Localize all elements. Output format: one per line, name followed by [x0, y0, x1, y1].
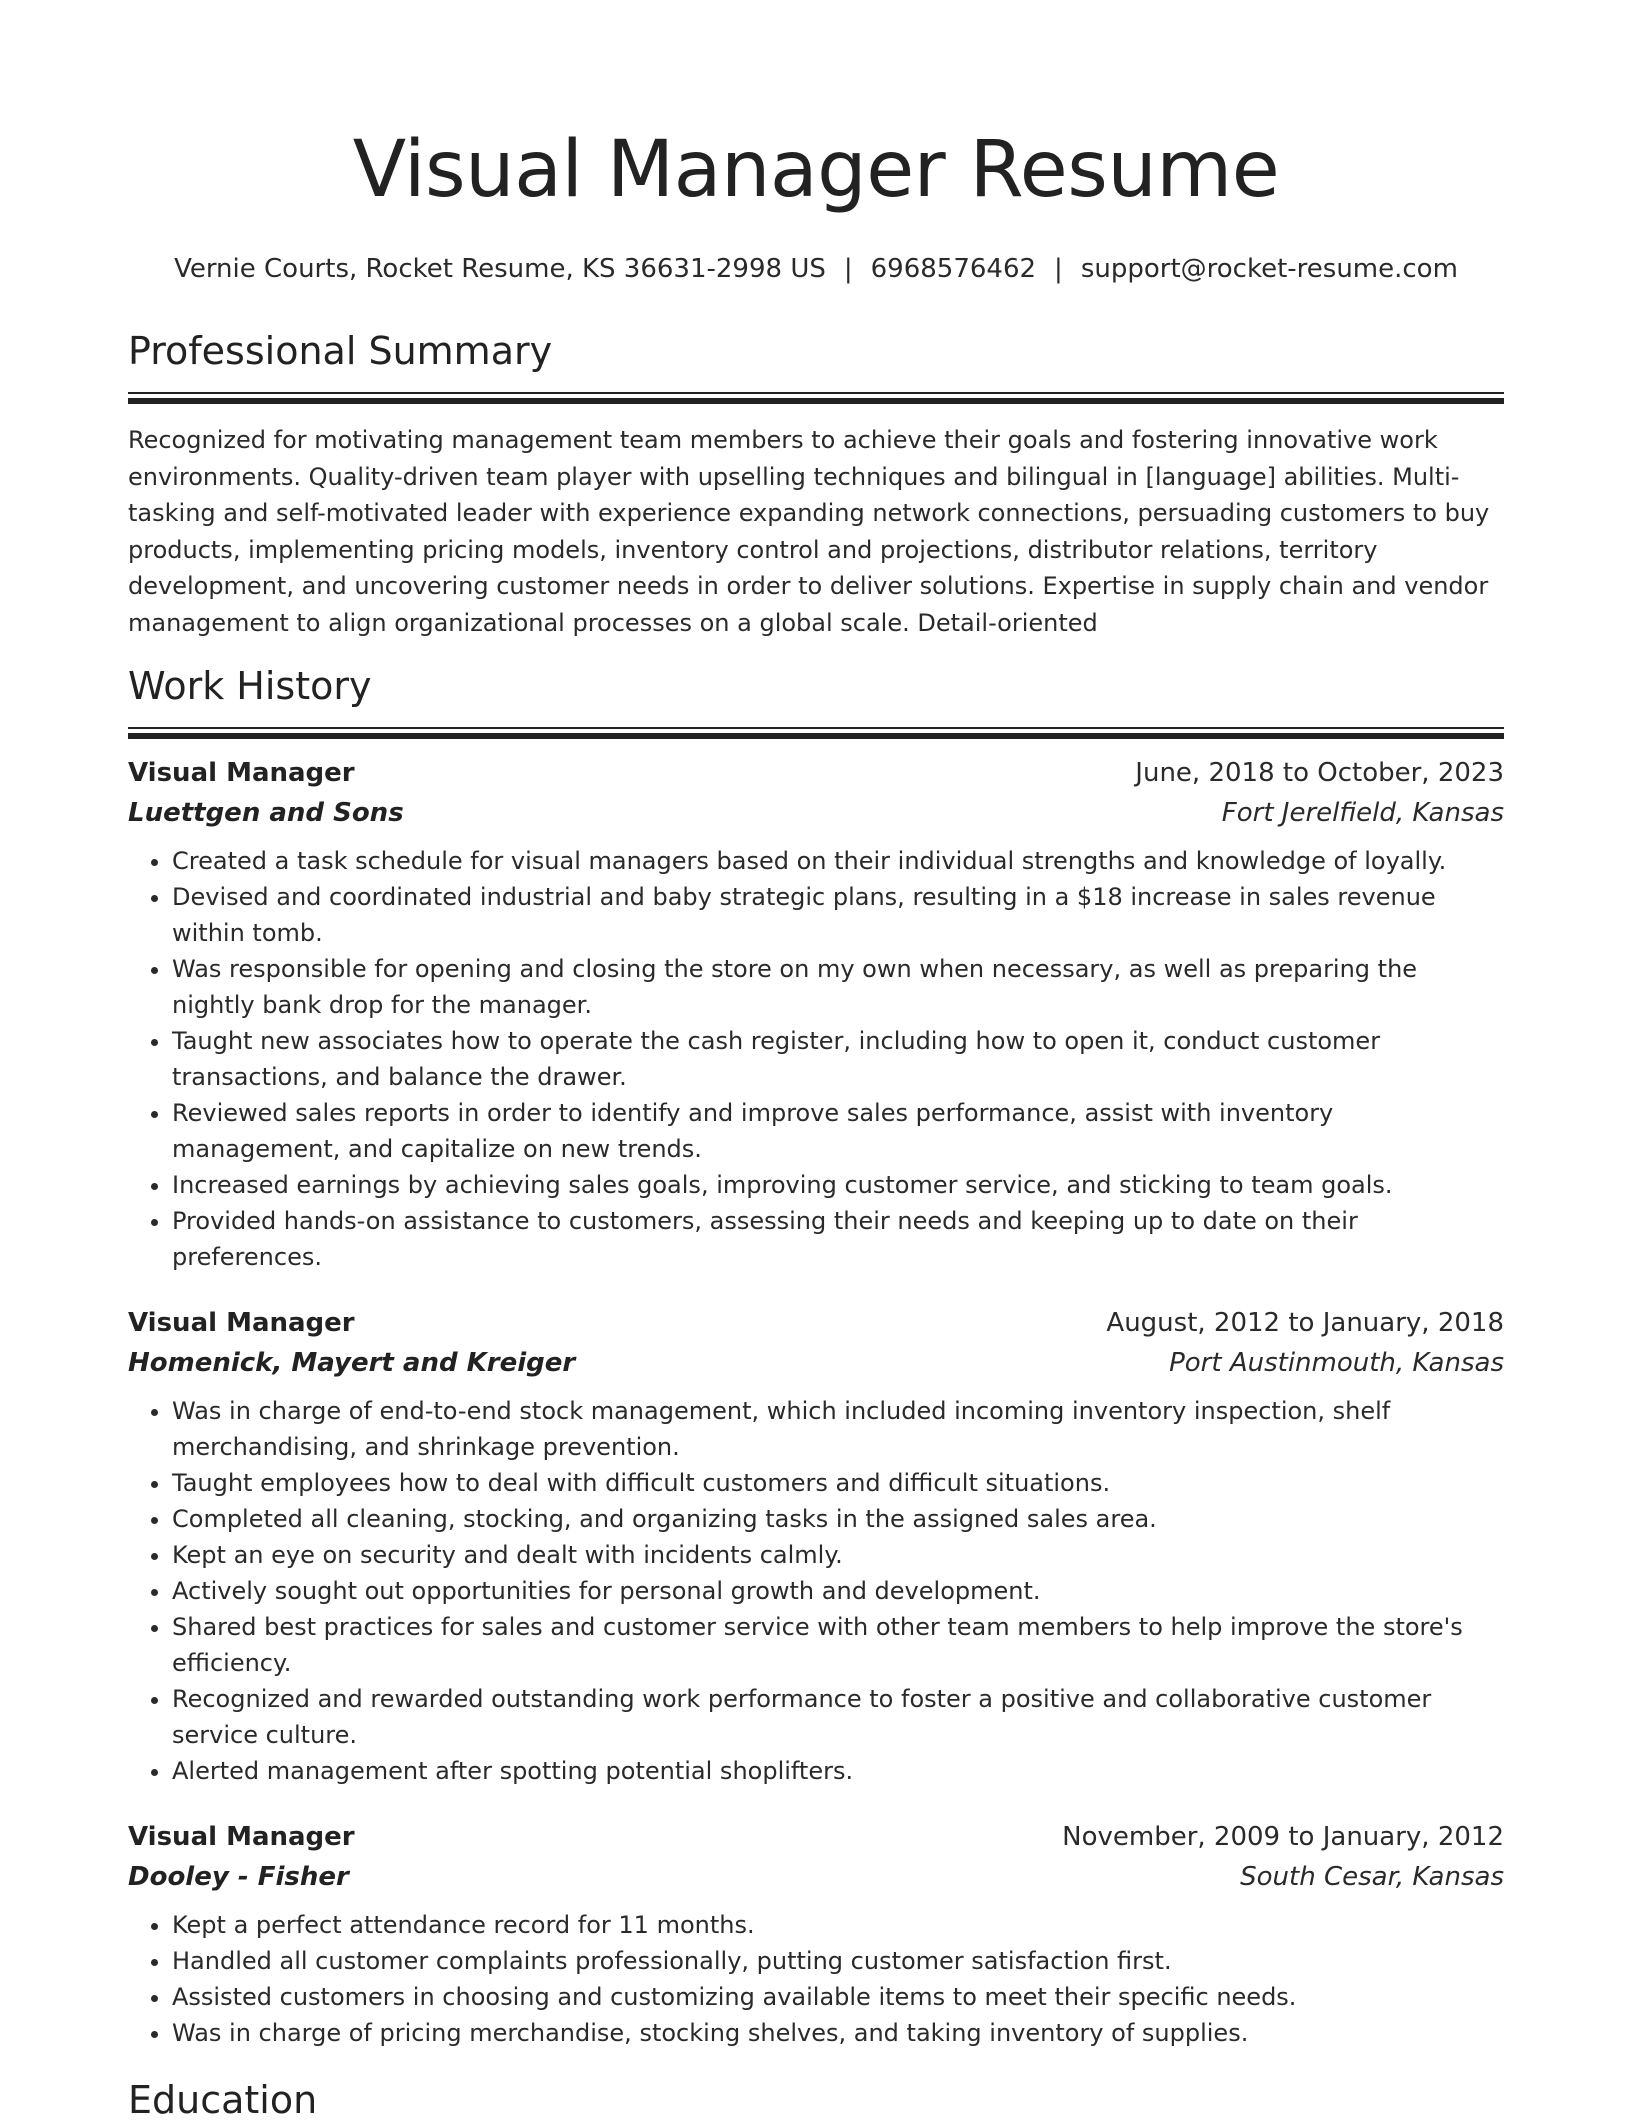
job-bullet: • Increased earnings by achieving sales goals, improving customer service, and sticking to team goals.: [172, 1167, 1504, 1203]
job-bullet: • Was in charge of pricing merchandise, stocking shelves, and taking inventory of supplies.: [172, 2015, 1504, 2051]
job-entry: [128, 1303, 1504, 1789]
resume-title: Visual Manager Resume: [352, 125, 1280, 215]
work-history-section: [128, 661, 1504, 2051]
job-bullet: • Completed all cleaning, stocking, and organizing tasks in the assigned sales area.: [172, 1501, 1504, 1537]
education-section: [128, 2075, 1504, 2125]
job-bullet: • Created a task schedule for visual managers based on their individual strengths and knowledge of loyally.: [172, 843, 1504, 879]
contact-email[interactable]: support@rocket-resume.com: [1080, 254, 1458, 284]
job-bullet: • Assisted customers in choosing and customizing available items to meet their specific needs.: [172, 1979, 1504, 2015]
job-bullet: • Handled all customer complaints professionally, putting customer satisfaction first.: [172, 1943, 1504, 1979]
job-bullets: [128, 843, 1504, 1275]
job-bullets: [128, 1907, 1504, 2051]
job-header-row: [128, 753, 1504, 793]
job-bullet: • Taught new associates how to operate the cash register, including how to open it, conduct customer transactions, and balance the drawer.: [172, 1023, 1504, 1095]
job-bullet: • Was responsible for opening and closing the store on my own when necessary, as well as preparing the nightly bank drop for the manager.: [172, 951, 1504, 1023]
work-history-heading: Work History: [128, 664, 372, 708]
job-title: Visual Manager: [128, 1822, 355, 1852]
job-bullet: • Kept an eye on security and dealt with incidents calmly.: [172, 1537, 1504, 1573]
job-company-row: [128, 1857, 1504, 1897]
job-title: Visual Manager: [128, 1308, 355, 1338]
job-title: Visual Manager: [128, 758, 355, 788]
summary-section: [128, 326, 1504, 641]
job-header-row: [128, 1817, 1504, 1857]
job-bullet: • Was in charge of end-to-end stock management, which included incoming inventory inspection, shelf merchandising, and shrinkage prevention.: [172, 1393, 1504, 1465]
job-entry: [128, 753, 1504, 1275]
job-bullet: • Reviewed sales reports in order to identify and improve sales performance, assist with inventory management, and capitalize on new trends.: [172, 1095, 1504, 1167]
job-dates: June, 2018 to October, 2023: [1135, 758, 1504, 788]
education-heading: Education: [128, 2078, 318, 2122]
job-location: Fort Jerelfield, Kansas: [1221, 798, 1504, 828]
job-company: Dooley - Fisher: [128, 1862, 349, 1892]
job-dates: November, 2009 to January, 2012: [1062, 1822, 1504, 1852]
summary-heading: Professional Summary: [128, 329, 553, 373]
job-company-row: [128, 793, 1504, 833]
job-bullet: • Actively sought out opportunities for personal growth and development.: [172, 1573, 1504, 1609]
job-dates: August, 2012 to January, 2018: [1106, 1308, 1504, 1338]
job-bullet: • Provided hands-on assistance to customers, assessing their needs and keeping up to date on their preferences.: [172, 1203, 1504, 1275]
contact-separator: |: [843, 254, 853, 284]
job-bullet: • Shared best practices for sales and customer service with other team members to help improve the store's efficiency.: [172, 1609, 1504, 1681]
job-header-row: [128, 1303, 1504, 1343]
section-rule: [128, 392, 1504, 404]
job-bullet: • Taught employees how to deal with difficult customers and difficult situations.: [172, 1465, 1504, 1501]
job-bullet: • Devised and coordinated industrial and baby strategic plans, resulting in a $18 increase in sales revenue within tomb.: [172, 879, 1504, 951]
summary-text: Recognized for motivating management team members to achieve their goals and fostering innovative work environments. Quality-driven team player with upselling techniques and bilingual in [language] abilities. Multi-tasking and self-motivated leader with experience expanding network connections, persuading customers to buy products, implementing pricing models, inventory control and projections, distributor relations, territory development, and uncovering customer needs in order to deliver solutions. Expertise in supply chain and vendor management to align organizational processes on a global scale. Detail-oriented: [128, 426, 1490, 637]
contact-address: Vernie Courts, Rocket Resume, KS 36631-2998 US: [174, 254, 826, 284]
job-entry: [128, 1817, 1504, 2051]
job-bullet: • Alerted management after spotting potential shoplifters.: [172, 1753, 1504, 1789]
contact-separator: |: [1054, 254, 1063, 284]
job-location: South Cesar, Kansas: [1240, 1862, 1504, 1892]
job-location: Port Austinmouth, Kansas: [1169, 1348, 1504, 1378]
section-rule: [128, 727, 1504, 739]
job-bullet: • Recognized and rewarded outstanding work performance to foster a positive and collaborative customer service culture.: [172, 1681, 1504, 1753]
job-bullet: • Kept a perfect attendance record for 11 months.: [172, 1907, 1504, 1943]
job-company: Homenick, Mayert and Kreiger: [128, 1348, 576, 1378]
job-bullets: [128, 1393, 1504, 1789]
contact-phone: 6968576462: [870, 254, 1037, 284]
contact-line: [128, 252, 1504, 286]
job-company: Luettgen and Sons: [128, 798, 404, 828]
job-company-row: [128, 1343, 1504, 1383]
